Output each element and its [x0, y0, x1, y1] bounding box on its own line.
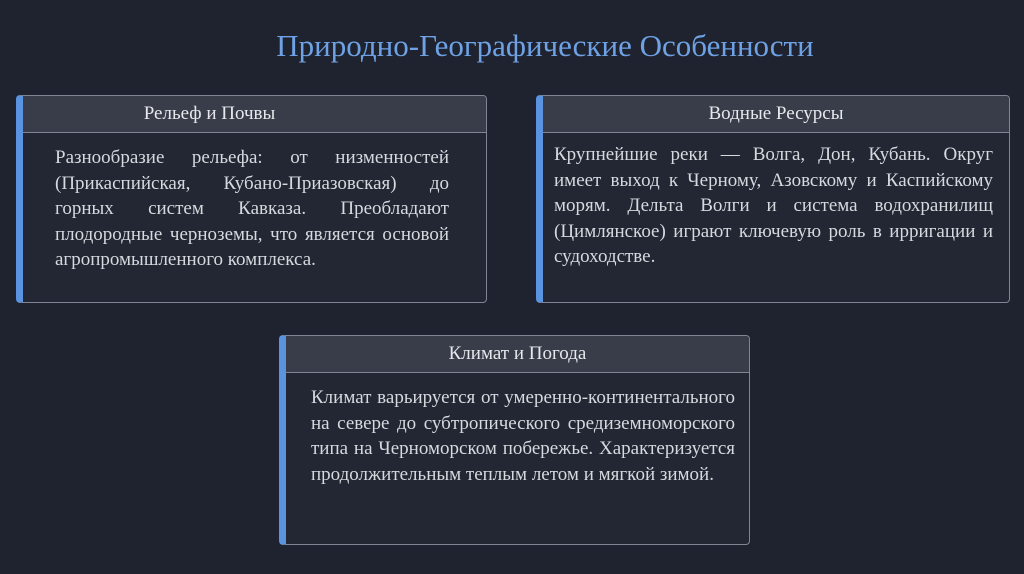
- card-water-heading: Водные Ресурсы: [543, 96, 1009, 133]
- card-climate-weather: [279, 335, 750, 545]
- slide-title: Природно-Географические Особенности: [276, 28, 814, 63]
- card-relief-soils: [16, 95, 487, 303]
- card-relief-text: Разнообразие рельефа: от низменностей (Прикаспийская, Кубано-Приазовская) до горных систем Кавказа. Преобладают плодородные черноземы, что является основой агропромышленного комплекса.: [55, 147, 449, 270]
- card-climate-heading: Климат и Погода: [286, 336, 749, 373]
- card-relief-heading: Рельеф и Почвы: [23, 96, 486, 133]
- card-water-resources: [536, 95, 1010, 303]
- card-water-text: Крупнейшие реки — Волга, Дон, Кубань. Округ имеет выход к Черному, Азовскому и Каспийскому морям. Дельта Волги и система водохранилищ (Цимлянское) играют ключевую роль в ирригации и судоходстве.: [554, 144, 993, 267]
- card-climate-text: Климат варьируется от умеренно-континентального на севере до субтропического средиземноморского типа на Черноморском побережье. Характеризуется продолжительным теплым летом и мягкой зимой.: [311, 387, 735, 485]
